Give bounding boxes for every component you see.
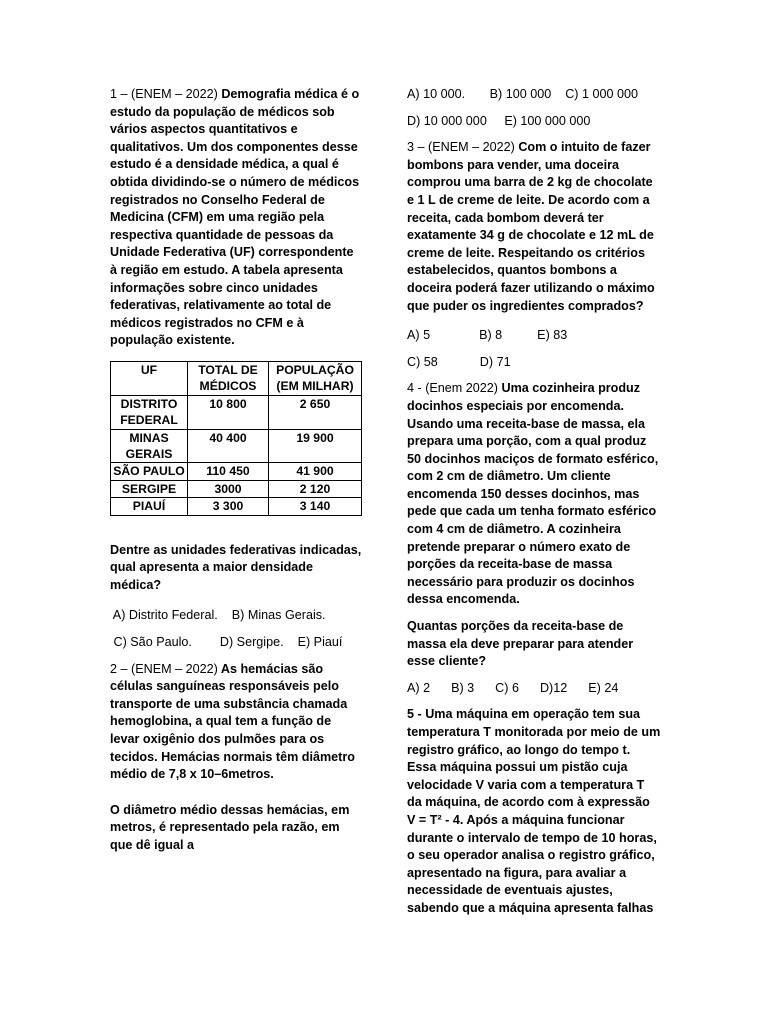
- left-column: [110, 86, 362, 854]
- q3-text: Com o intuito de fazer bombons para vender, uma doceira comprou uma barra de 2 kg de chocolate e 1 L de creme de leite. De acordo com a receita, cada bombom deverá ter exatamente 34 g de chocolate e 12 mL de creme de leite. Respeitando os critérios estabelecidos, quantos bombons a doceira poderá fazer utilizando o máximo que puder os ingredientes comprados?: [407, 140, 655, 313]
- q3-statement: [407, 139, 661, 315]
- table-cell: 10 800: [188, 395, 269, 429]
- q1-header: 1 – (ENEM – 2022): [110, 87, 218, 101]
- q4-text: Uma cozinheira produz docinhos especiais por encomenda. Usando uma receita-base de massa, ela prepara uma porção, com a qual produz 50 docinhos maciços de formato esférico, com 2 cm de diâmetro. Um cliente encomenda 150 desses docinhos, mas pede que cada um tenha formato esférico com 4 cm de diâmetro. A cozinheira pretende preparar o número exato de porções da receita-base de massa necessário para produzir os docinhos dessa encomenda.: [407, 381, 659, 607]
- table-cell: 3 300: [188, 498, 269, 515]
- right-column: [407, 86, 661, 918]
- q1-options-line2: C) São Paulo. D) Sergipe. E) Piauí: [110, 634, 343, 649]
- table-cell: 3 140: [269, 498, 362, 515]
- q3-header: 3 – (ENEM – 2022): [407, 140, 515, 155]
- q1-text: Demografia médica é o estudo da população de médicos sob vários aspectos quantitativos e qualitativos. Um dos componentes desse estudo é a densidade médica, a qual é obtida dividindo-se o número de médicos registrados no Conselho Federal de Medicina (CFM) em uma região pela respectiva quantidade de pessoas da Unidade Federativa (UF) correspondente à região em estudo. A tabela apresenta informações sobre cinco unidades federativas, relativamente ao total de médicos registrados no CFM e à população existente.: [110, 87, 360, 348]
- q2-question: O diâmetro médio dessas hemácias, em metros, é representado pela razão, em que dê igual a: [110, 802, 350, 852]
- table-cell: DISTRITO FEDERAL: [111, 395, 188, 429]
- table-cell: 3000: [188, 480, 269, 497]
- table-header-cell: TOTAL DE MÉDICOS: [188, 361, 269, 395]
- table-cell: 19 900: [269, 429, 362, 463]
- uf-table: [110, 361, 362, 516]
- table-row: [111, 498, 362, 515]
- table-header-cell: POPULAÇÃO (EM MILHAR): [269, 361, 362, 395]
- table-row: [111, 463, 362, 480]
- q3-options-line1: A) 5 B) 8 E) 83: [407, 328, 568, 343]
- table-cell: SERGIPE: [111, 480, 188, 497]
- table-row: [111, 480, 362, 497]
- table-cell: 41 900: [269, 463, 362, 480]
- q4-header: 4 - (Enem 2022): [407, 381, 498, 396]
- q2-header: 2 – (ENEM – 2022): [110, 661, 218, 676]
- q5-statement: 5 - Uma máquina em operação tem sua temperatura T monitorada por meio de um registro gráfico, ao longo do tempo t. Essa máquina possui um pistão cuja velocidade V varia com a temperatura T da máquina, de acordo com à expressão V = T² - 4. Após a máquina funcionar durante o intervalo de tempo de 10 horas, o seu operador analisa o registro gráfico, apresentado na figura, para avaliar a necessidade de eventuais ajustes, sabendo que a máquina apresenta falhas: [407, 707, 661, 915]
- q2-text: As hemácias são células sanguíneas responsáveis pelo transporte de uma substância chamada hemoglobina, a qual tem a função de levar oxigênio dos pulmões para os tecidos. Hemácias normais têm diâmetro médio de 7,8 x 10–6metros.: [110, 661, 355, 782]
- q1-statement: [110, 86, 362, 350]
- table-cell: 2 120: [269, 480, 362, 497]
- table-cell: PIAUÍ: [111, 498, 188, 515]
- table-cell: 110 450: [188, 463, 269, 480]
- q2-options-line1: A) 10 000. B) 100 000 C) 1 000 000: [407, 87, 639, 101]
- table-row: [111, 429, 362, 463]
- table-header-row: [111, 361, 362, 395]
- q4-statement: [407, 380, 661, 609]
- table-cell: 40 400: [188, 429, 269, 463]
- table-cell: 2 650: [269, 395, 362, 429]
- table-cell: MINAS GERAIS: [111, 429, 188, 463]
- q4-question: Quantas porções da receita-base de massa ela deve preparar para atender esse cliente?: [407, 619, 634, 669]
- q1-options-line1: A) Distrito Federal. B) Minas Gerais.: [110, 608, 326, 623]
- q4-options-line1: A) 2 B) 3 C) 6 D)12 E) 24: [407, 680, 619, 695]
- table-header-cell: UF: [111, 361, 188, 395]
- q2-statement: [110, 661, 362, 784]
- q3-options-line2: C) 58 D) 71: [407, 354, 511, 369]
- table-cell: SÃO PAULO: [111, 463, 188, 480]
- table-row: [111, 395, 362, 429]
- q1-question: Dentre as unidades federativas indicadas, qual apresenta a maior densidade médica?: [110, 542, 362, 592]
- q2-options-line2: D) 10 000 000 E) 100 000 000: [407, 113, 591, 128]
